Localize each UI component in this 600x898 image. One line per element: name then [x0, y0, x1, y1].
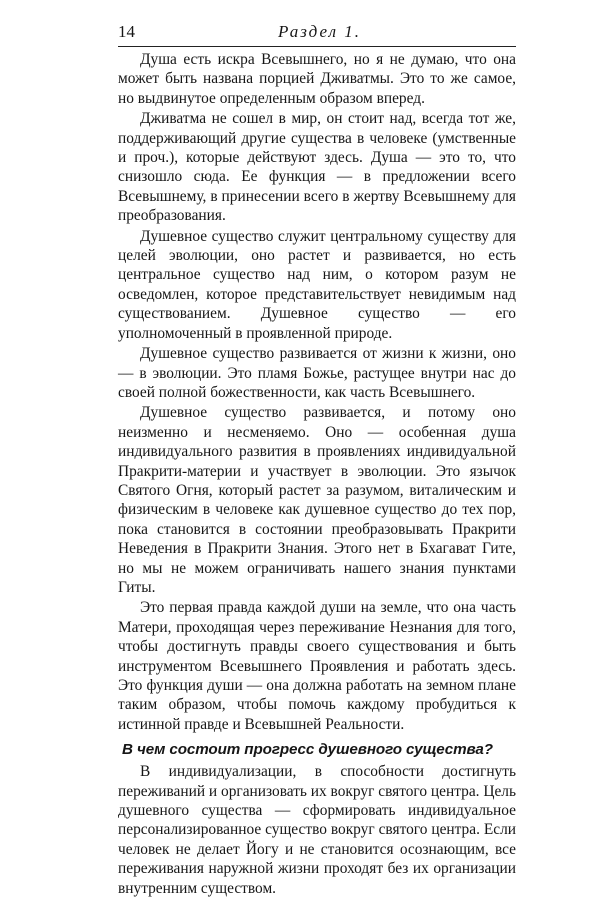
running-head: Раздел 1. [278, 22, 361, 41]
paragraph-1: Душа есть искра Всевышнего, но я не думаю, что она может быть названа порцией Дживатмы. Это то же самое, но выдвинутое определенным образом вперед. [118, 51, 516, 107]
paragraph-5: Душевное существо развивается, и потому оно неизменно и несменяемо. Оно — особенная душа индивидуального развития в проявлениях индивидуальной Пракрити-материи и участвует в эволюции. Это язычок Святого Огня, который растет за разумом, виталическим и физическим в человеке как душевное существо до тех пор, пока становится в состоянии преобразовывать Пракрити Неведения в Пракрити Знания. Этого нет в Бхагават Гите, но мы не можем ограничивать нашего знания пунктами Гиты. [118, 404, 516, 596]
page-header [118, 20, 516, 47]
paragraph-6: Это первая правда каждой души на земле, что она часть Матери, проходящая через переживание Незнания для того, чтобы достигнуть правды своего существования и быть инструментом Всевышнего Проявления и работать здесь. Это функция души — она должна работать на земном плане таким образом, чтобы помочь каждому пробудиться к истинной правде и Всевышней Реальности. [118, 599, 516, 733]
body-text [118, 50, 516, 898]
paragraph-4: Душевное существо развивается от жизни к жизни, оно — в эволюции. Это пламя Божье, растущее внутри нас до своей полной божественности, как часть Всевышнего. [118, 345, 516, 401]
paragraph-3: Душевное существо служит центральному существу для целей эволюции, оно растет и развивается, но есть центральное существо над ним, о котором разум не осведомлен, которое представительствует невидимым над существованием. Душевное существо — его уполномоченный в проявленной природе. [118, 227, 516, 342]
section-paragraph-1: В индивидуализации, в способности достигнуть переживаний и организовать их вокруг святого центра. Цель душевного существа — сформировать индивидуальное персонализированное существо вокруг святого центра. Если человек не делает Йогу и не становится осознающим, все переживания наружной жизни проходят без их организации внутренним существом. [118, 763, 516, 897]
section-heading: В чем состоит прогресс душевного существа? [122, 741, 493, 759]
paragraph-2: Дживатма не сошел в мир, он стоит над, всегда тот же, поддерживающий другие существа в человеке (умственные и проч.), которые действуют здесь. Душа — это то, что снизошло сюда. Ее функция — в предложении всего Всевышнему, в принесении всего в жертву Всевышнему для преобразования. [118, 110, 516, 225]
page-number: 14 [118, 22, 135, 41]
